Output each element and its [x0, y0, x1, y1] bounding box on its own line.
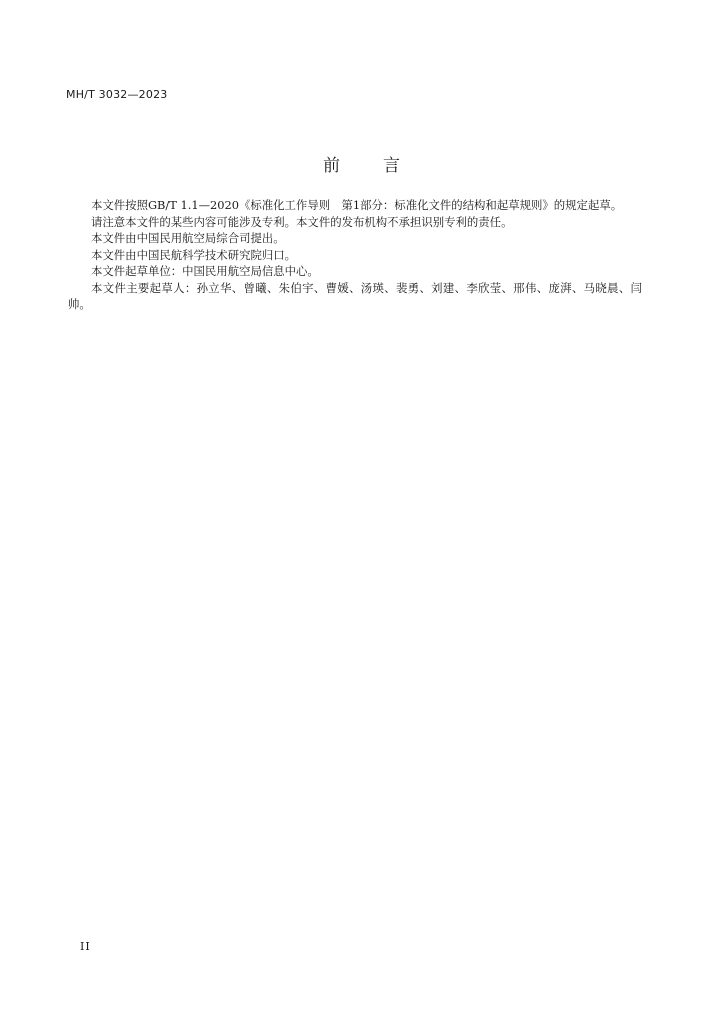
paragraph-drafting-basis: 本文件按照GB/T 1.1—2020《标准化工作导则 第1部分：标准化文件的结构和起草规则》的规定起草。 [91, 198, 623, 212]
paragraph-drafting-unit: 本文件起草单位：中国民用航空局信息中心。 [91, 264, 319, 278]
title-char-1: 前 [323, 156, 341, 176]
page-title [0, 151, 724, 176]
paragraph-drafters: 本文件主要起草人：孙立华、曾曦、朱伯宇、曹媛、汤瑛、裴勇、刘建、李欣莹、邢伟、庞湃、马晓晨、闫帅。 [68, 280, 642, 311]
paragraph-proposer: 本文件由中国民用航空局综合司提出。 [91, 231, 285, 245]
page-number: II [80, 940, 91, 953]
title-char-2: 言 [383, 156, 401, 176]
foreword-body [68, 197, 642, 313]
document-code: MH/T 3032—2023 [66, 88, 168, 101]
paragraph-centralized-unit: 本文件由中国民航科学技术研究院归口。 [91, 247, 297, 262]
paragraph-patent-notice: 请注意本文件的某些内容可能涉及专利。本文件的发布机构不承担识别专利的责任。 [91, 214, 513, 229]
